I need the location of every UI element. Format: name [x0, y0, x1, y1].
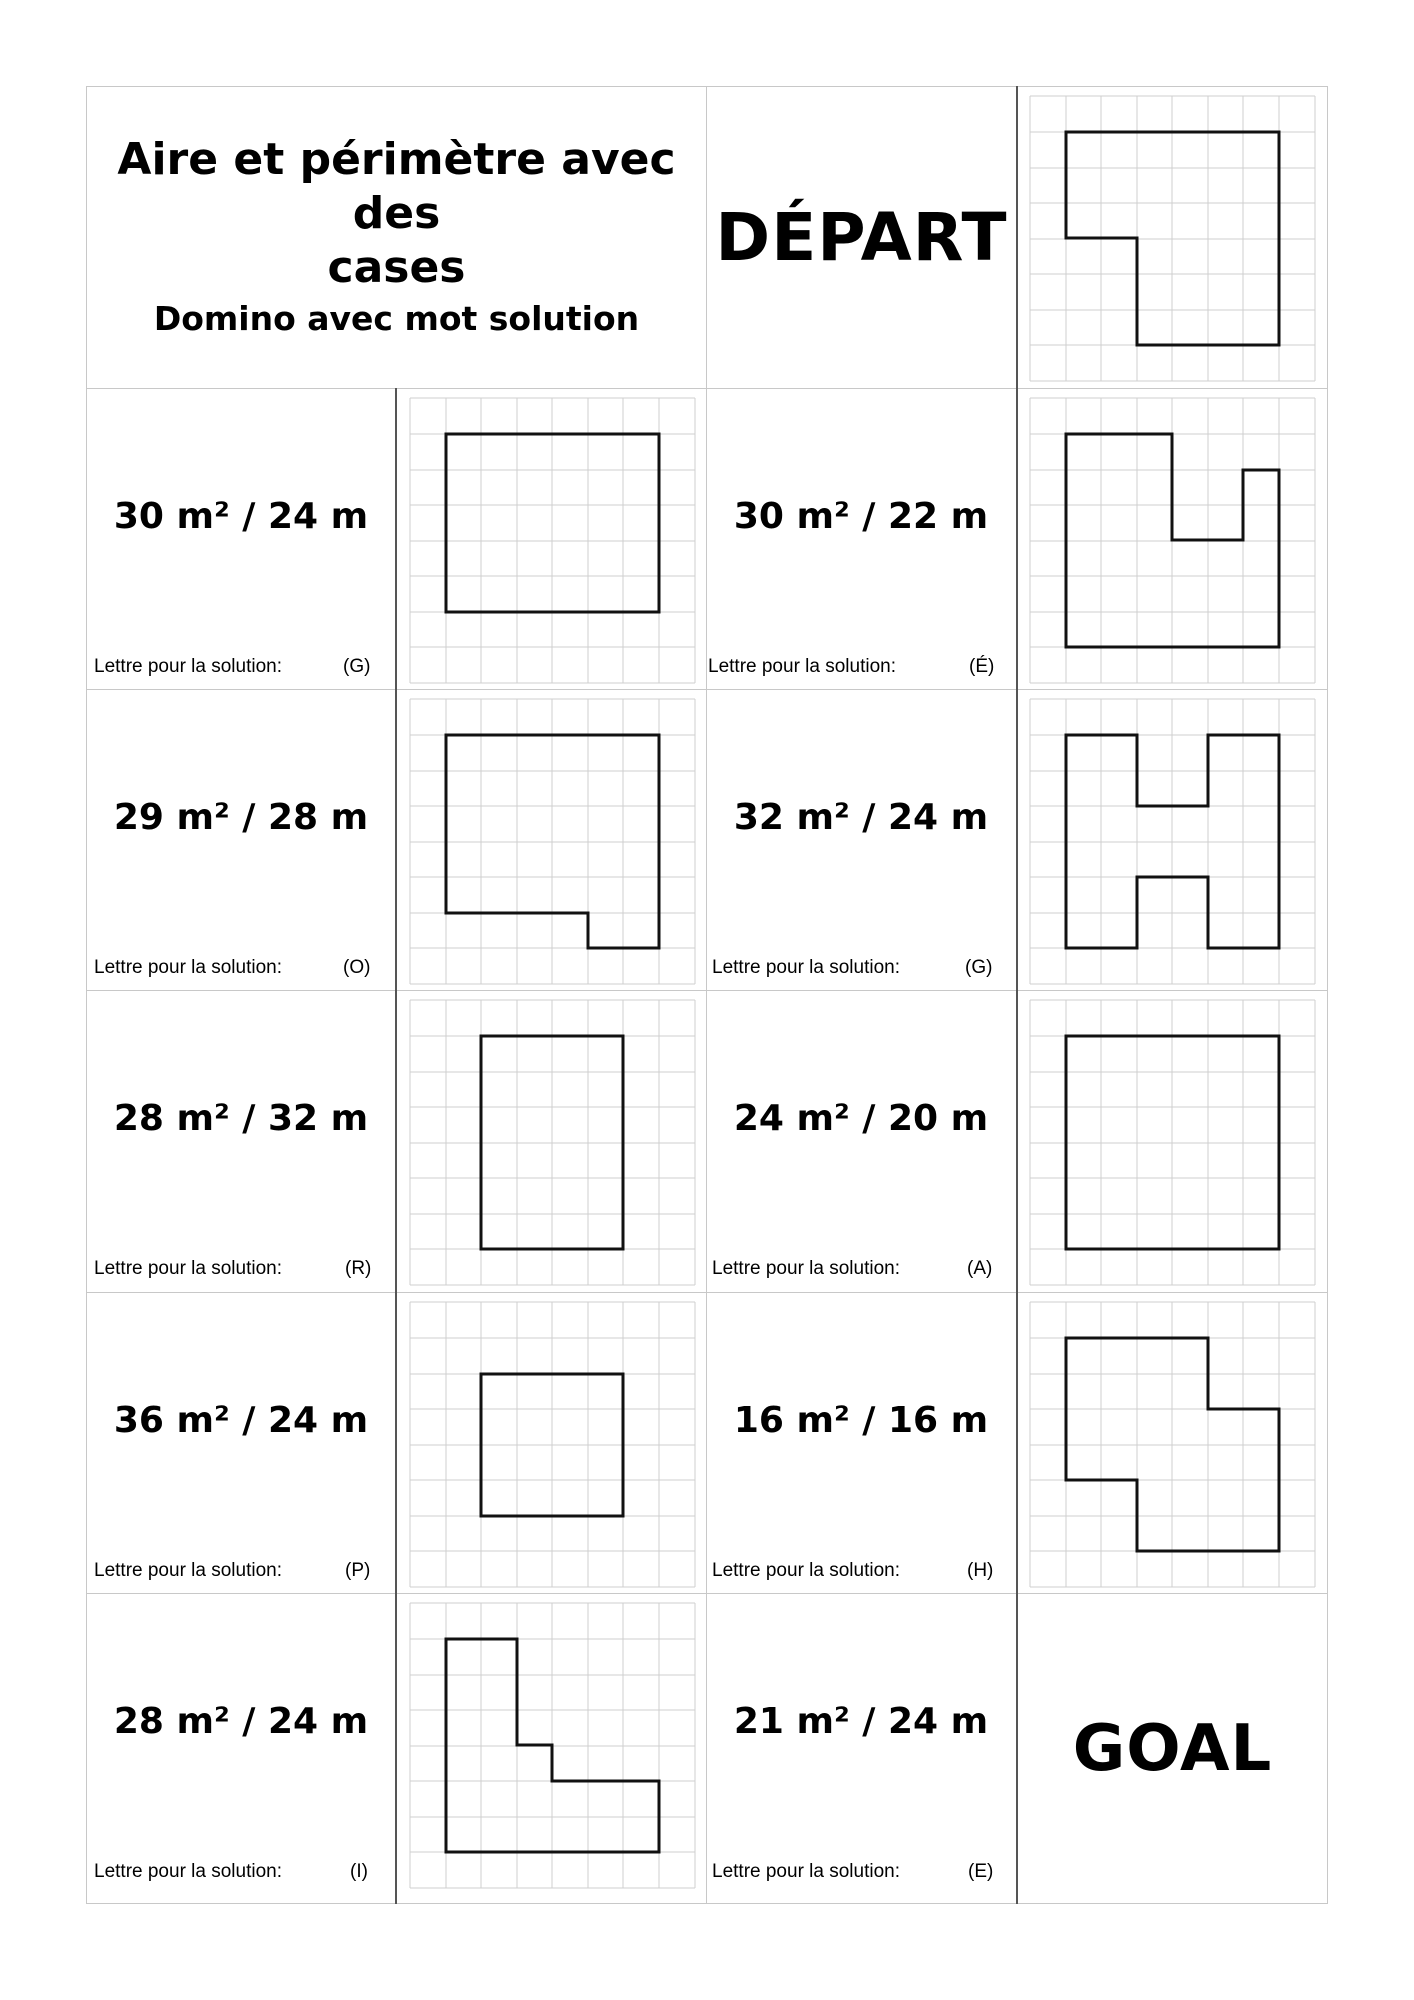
card-measure: 30 m² / 24 m — [113, 496, 369, 537]
grid-lines — [410, 1302, 695, 1587]
card-divider — [395, 388, 397, 1904]
letter-label: Lettre pour la solution: — [94, 957, 283, 978]
letter-label: Lettre pour la solution: — [708, 656, 897, 677]
letter-label: Lettre pour la solution: — [712, 1560, 901, 1581]
letter-code: (G) — [343, 656, 371, 677]
card-measure: 28 m² / 24 m — [113, 1701, 369, 1742]
card-measure: 30 m² / 22 m — [733, 496, 989, 537]
shape-grid — [410, 1603, 698, 1888]
letter-label: Lettre pour la solution: — [94, 1258, 283, 1279]
page-title-line1: Aire et périmètre avec des — [117, 134, 676, 239]
shape-grid — [1030, 1302, 1318, 1587]
card-measure: 36 m² / 24 m — [113, 1400, 369, 1441]
letter-code: (E) — [968, 1861, 994, 1882]
letter-label: Lettre pour la solution: — [712, 1861, 901, 1882]
letter-code: (G) — [965, 957, 993, 978]
goal-label: GOAL — [1072, 1711, 1273, 1786]
letter-label: Lettre pour la solution: — [712, 1258, 901, 1279]
card-measure: 29 m² / 28 m — [113, 797, 369, 838]
row-divider — [86, 1292, 1328, 1293]
card-measure: 16 m² / 16 m — [733, 1400, 989, 1441]
card-measure: 32 m² / 24 m — [733, 797, 989, 838]
shape-grid — [410, 398, 698, 683]
letter-code: (É) — [969, 656, 995, 677]
shape-grid — [1030, 1000, 1318, 1285]
letter-code: (I) — [350, 1861, 368, 1882]
letter-code: (R) — [345, 1258, 372, 1279]
row-divider — [86, 388, 1328, 389]
shape-grid — [1030, 699, 1318, 984]
grid-lines — [410, 699, 695, 984]
grid-lines — [1030, 1000, 1315, 1285]
letter-code: (O) — [343, 957, 371, 978]
card-measure: 21 m² / 24 m — [733, 1701, 989, 1742]
letter-label: Lettre pour la solution: — [712, 957, 901, 978]
row-divider — [86, 689, 1328, 690]
page-title-line2: cases — [327, 242, 466, 293]
card-measure: 24 m² / 20 m — [733, 1098, 989, 1139]
grid-lines — [1030, 1302, 1315, 1587]
row-divider — [86, 990, 1328, 991]
start-label: DÉPART — [715, 198, 1008, 276]
letter-code: (A) — [967, 1258, 993, 1279]
letter-code: (H) — [967, 1560, 994, 1581]
shape-grid — [410, 1000, 698, 1285]
grid-lines — [410, 398, 695, 683]
letter-label: Lettre pour la solution: — [94, 1861, 283, 1882]
grid-lines — [410, 1000, 695, 1285]
shape-grid — [410, 699, 698, 984]
card-measure: 28 m² / 32 m — [113, 1098, 369, 1139]
shape-grid — [410, 1302, 698, 1587]
shape-grid — [1030, 398, 1318, 683]
letter-code: (P) — [345, 1560, 371, 1581]
shape-grid — [1030, 96, 1318, 381]
letter-label: Lettre pour la solution: — [94, 656, 283, 677]
grid-lines — [1030, 699, 1315, 984]
title-block — [86, 86, 707, 388]
page-subtitle: Domino avec mot solution — [153, 299, 640, 338]
letter-label: Lettre pour la solution: — [94, 1560, 283, 1581]
